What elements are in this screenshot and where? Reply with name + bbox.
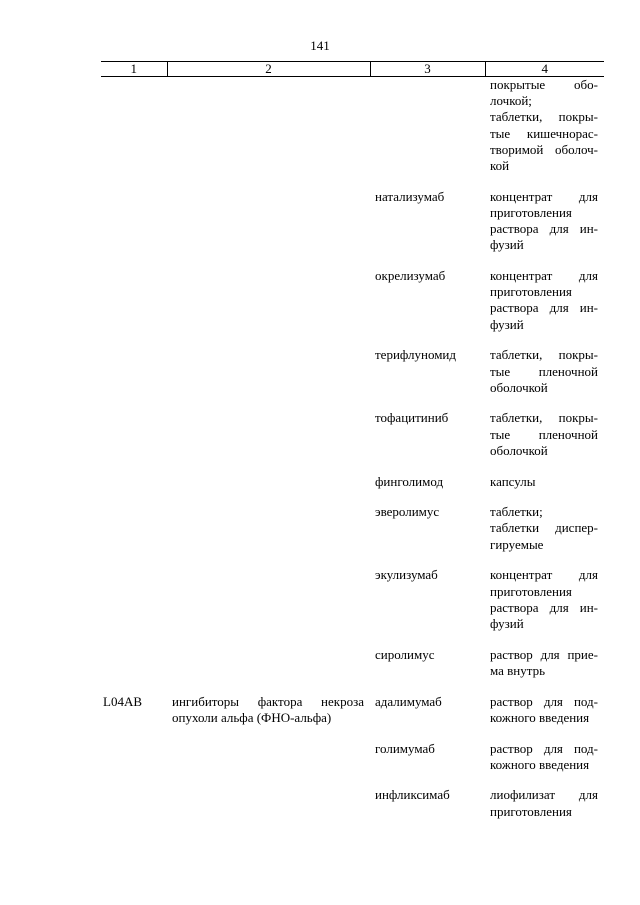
table-row bbox=[101, 647, 604, 694]
pharmacological-group-cell bbox=[167, 347, 370, 410]
table-row bbox=[101, 741, 604, 788]
dosage-form-cell bbox=[485, 410, 604, 473]
table-row bbox=[101, 77, 604, 189]
pharmacological-group-cell bbox=[167, 268, 370, 347]
pharmacological-group-cell: ингибиторы фактора некроза опухоли альфа (ФНО-альфа) bbox=[172, 693, 364, 725]
drug-name-cell: экулизумаб bbox=[375, 567, 438, 583]
table-row bbox=[101, 504, 604, 567]
dosage-form-line: оболочкой bbox=[490, 379, 548, 395]
pharmacological-group-cell bbox=[167, 474, 370, 505]
column-header-4: 4 bbox=[485, 62, 604, 77]
dosage-form-line: раствора для ин- bbox=[490, 221, 598, 237]
dosage-form-line: приготовления bbox=[490, 284, 572, 300]
dosage-form-line: тые пленочной bbox=[490, 426, 598, 442]
dosage-form-line: раствор для прие- bbox=[490, 646, 598, 662]
dosage-form-line: таблетки; bbox=[490, 504, 543, 520]
page-number: 141 bbox=[310, 38, 330, 53]
dosage-form-line: лиофилизат для bbox=[490, 787, 598, 803]
dosage-form-cell bbox=[485, 504, 604, 567]
dosage-form-line: концентрат для bbox=[490, 268, 598, 284]
drug-name-cell: финголимод bbox=[375, 473, 444, 489]
atc-code-cell bbox=[101, 268, 167, 347]
atc-code-cell bbox=[101, 474, 167, 505]
dosage-form-line: творимой оболоч- bbox=[490, 141, 598, 157]
dosage-form-line: фузий bbox=[490, 316, 524, 332]
pharmacological-group-cell bbox=[167, 410, 370, 473]
dosage-form-line: тые кишечнорас- bbox=[490, 125, 598, 141]
table-row bbox=[101, 787, 604, 819]
pharmacological-group-cell bbox=[167, 647, 370, 694]
drug-name-cell: адалимумаб bbox=[375, 693, 442, 709]
table-row bbox=[101, 189, 604, 268]
table-row bbox=[101, 347, 604, 410]
dosage-form-line: кой bbox=[490, 158, 510, 174]
atc-code-cell bbox=[101, 647, 167, 694]
dosage-form-line: фузий bbox=[490, 237, 524, 253]
column-header-1: 1 bbox=[101, 62, 167, 77]
atc-code-cell bbox=[101, 504, 167, 567]
pharmacological-group-cell bbox=[167, 77, 370, 189]
drug-name-cell bbox=[370, 77, 485, 189]
dosage-form-line: покрытые обо- bbox=[490, 77, 598, 92]
table-row bbox=[101, 268, 604, 347]
dosage-form-cell bbox=[485, 77, 604, 189]
table-row bbox=[101, 694, 604, 741]
dosage-form-cell bbox=[485, 647, 604, 694]
pharmacological-group-cell bbox=[167, 504, 370, 567]
dosage-form-line: тые пленочной bbox=[490, 363, 598, 379]
dosage-form-line: таблетки, покры- bbox=[490, 109, 598, 125]
dosage-form-line: раствор для под- bbox=[490, 740, 598, 756]
dosage-form-cell bbox=[485, 741, 604, 788]
dosage-form-cell bbox=[485, 694, 604, 741]
dosage-form-line: гируемые bbox=[490, 536, 544, 552]
dosage-form-line: оболочкой bbox=[490, 442, 548, 458]
drug-name-cell: натализумаб bbox=[375, 188, 445, 204]
atc-code-cell bbox=[101, 189, 167, 268]
drug-name-cell: терифлуномид bbox=[375, 347, 457, 363]
dosage-form-line: концентрат для bbox=[490, 188, 598, 204]
table-row bbox=[101, 410, 604, 473]
dosage-form-line: фузий bbox=[490, 615, 524, 631]
drug-name-cell: окрелизумаб bbox=[375, 268, 446, 284]
dosage-form-line: кожного введения bbox=[490, 709, 590, 725]
table-row bbox=[101, 474, 604, 505]
pharmacological-group-cell bbox=[167, 189, 370, 268]
dosage-form-line: приготовления bbox=[490, 583, 572, 599]
dosage-form-cell bbox=[485, 347, 604, 410]
drug-table bbox=[101, 61, 604, 820]
pharmacological-group-cell bbox=[167, 741, 370, 788]
table-body bbox=[101, 77, 604, 820]
table-row bbox=[101, 567, 604, 646]
dosage-form-cell bbox=[485, 474, 604, 505]
dosage-form-line: раствора для ин- bbox=[490, 300, 598, 316]
drug-name-cell: тофацитиниб bbox=[375, 410, 449, 426]
pharmacological-group-cell bbox=[167, 567, 370, 646]
dosage-form-line: приготовления bbox=[490, 803, 572, 819]
dosage-form-line: ма внутрь bbox=[490, 662, 546, 678]
atc-code-cell bbox=[101, 347, 167, 410]
drug-name-cell: сиролимус bbox=[375, 646, 435, 662]
dosage-form-cell bbox=[485, 787, 604, 819]
drug-name-cell: инфликсимаб bbox=[375, 787, 450, 803]
atc-code-cell bbox=[101, 77, 167, 189]
drug-name-cell: голимумаб bbox=[375, 740, 435, 756]
dosage-form-line: таблетки, покры- bbox=[490, 410, 598, 426]
dosage-form-line: приготовления bbox=[490, 204, 572, 220]
dosage-form-line: таблетки диспер- bbox=[490, 520, 598, 536]
column-header-3: 3 bbox=[370, 62, 485, 77]
atc-code-cell: L04AB bbox=[103, 693, 142, 709]
dosage-form-cell bbox=[485, 189, 604, 268]
atc-code-cell bbox=[101, 567, 167, 646]
dosage-form-cell bbox=[485, 268, 604, 347]
dosage-form-line: таблетки, покры- bbox=[490, 347, 598, 363]
dosage-form-line: концентрат для bbox=[490, 567, 598, 583]
drug-name-cell: эверолимус bbox=[375, 504, 440, 520]
dosage-form-cell bbox=[485, 567, 604, 646]
dosage-form-line: капсулы bbox=[490, 473, 536, 489]
atc-code-cell bbox=[101, 787, 167, 819]
pharmacological-group-cell bbox=[167, 787, 370, 819]
dosage-form-line: лочкой; bbox=[490, 93, 532, 109]
atc-code-cell bbox=[101, 741, 167, 788]
atc-code-cell bbox=[101, 410, 167, 473]
dosage-form-line: раствора для ин- bbox=[490, 599, 598, 615]
dosage-form-line: кожного введения bbox=[490, 756, 590, 772]
dosage-form-line: раствор для под- bbox=[490, 693, 598, 709]
column-header-2: 2 bbox=[167, 62, 370, 77]
table-header-row bbox=[101, 62, 604, 77]
